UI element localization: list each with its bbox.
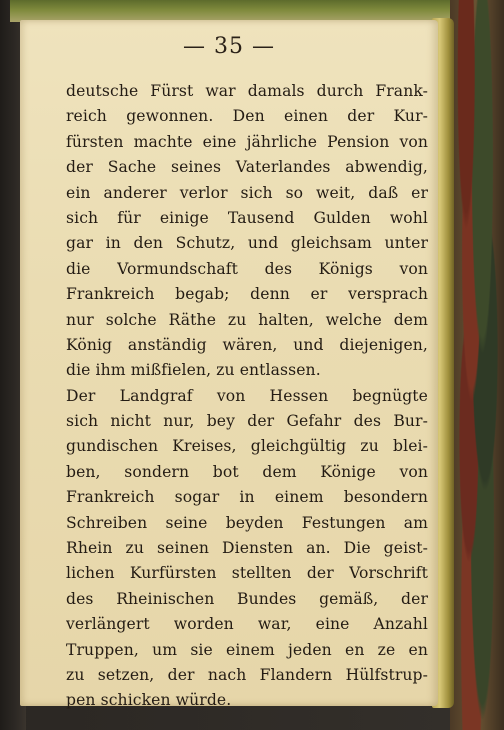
text-line: ein anderer verlor sich so weit, daß er <box>66 183 428 202</box>
text-line: ben, sondern bot dem Könige von <box>66 462 428 481</box>
marbled-cover <box>450 0 504 730</box>
text-line: verlängert worden war, eine Anzahl <box>66 615 428 634</box>
text-line: gar in den Schutz, und gleichsam unter <box>66 234 428 253</box>
book-page <box>20 20 438 710</box>
text-line: des Rheinischen Bundes gemäß, der <box>66 589 428 608</box>
text-line: Frankreich sogar in einem besondern <box>66 488 428 507</box>
text-line: fürsten machte eine jährliche Pension von <box>66 132 428 151</box>
body-text <box>66 79 428 714</box>
text-line: reich gewonnen. Den einen der Kur- <box>66 107 428 126</box>
text-line: Der Landgraf von Hessen begnügte <box>66 386 428 405</box>
text-line: nur solche Räthe zu halten, welche dem <box>66 310 428 329</box>
page-number: — 35 — <box>183 34 275 59</box>
text-line: Schreiben seine beyden Festungen am <box>66 513 428 532</box>
text-line: sich nicht nur, bey der Gefahr des Bur- <box>66 412 428 431</box>
text-line: die Vormundschaft des Königs von <box>66 259 428 278</box>
text-line: zu setzen, der nach Flandern Hülfstrup- <box>66 665 428 684</box>
text-line: lichen Kurfürsten stellten der Vorschrift <box>66 564 428 583</box>
text-line: pen schicken würde. <box>66 691 232 710</box>
text-line: sich für einige Tausend Gulden wohl <box>66 208 428 227</box>
text-line: Truppen, um sie einem jeden en ze en <box>66 640 428 659</box>
text-line: König anständig wären, und diejenigen, <box>66 335 428 354</box>
text-line: gundischen Kreises, gleichgültig zu blei- <box>66 437 428 456</box>
text-line: deutsche Fürst war damals durch Frank- <box>66 82 428 100</box>
cover-top-band <box>10 0 450 22</box>
text-line: Frankreich begab; denn er versprach <box>66 285 428 304</box>
text-line: die ihm mißfielen, zu entlassen. <box>66 361 321 380</box>
text-line: Rhein zu seinen Diensten an. Die geist- <box>66 539 428 558</box>
text-line: der Sache seines Vaterlandes abwendig, <box>66 158 428 177</box>
